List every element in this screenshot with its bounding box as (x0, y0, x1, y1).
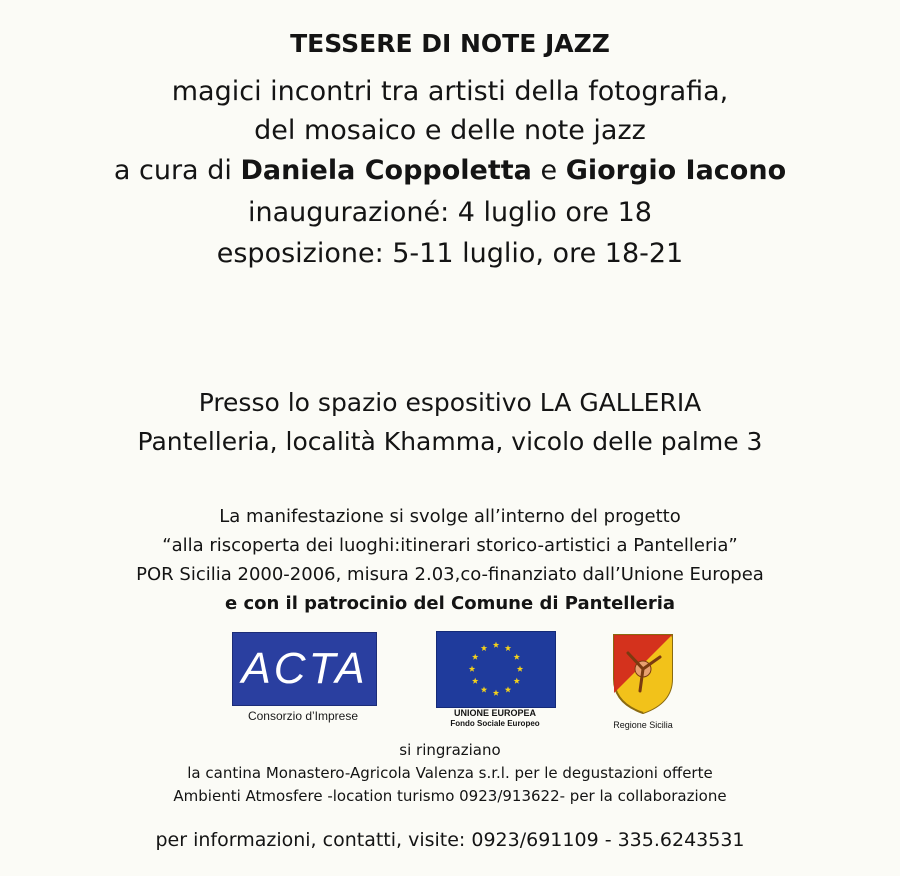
eu-star-icon (469, 666, 475, 672)
eu-stars-icon (437, 632, 555, 707)
curators-joiner: e (540, 155, 558, 186)
eu-star-icon (505, 686, 511, 692)
eu-star-icon (472, 678, 478, 684)
patronage-line: e con il patrocinio del Comune di Pantelleria (224, 593, 676, 614)
project-line-1: La manifestazione si svolge all’interno del progetto (219, 506, 681, 527)
eu-star-icon (514, 654, 520, 660)
eu-caption-1: UNIONE EUROPEA (453, 708, 536, 718)
eu-star-icon (505, 645, 511, 651)
trinacria-icon (610, 633, 676, 715)
project-line-2: “alla riscoperta dei luoghi:itinerari storico-artistici a Pantelleria” (162, 535, 738, 556)
eu-star-icon (481, 686, 487, 692)
eu-star-icon (481, 645, 487, 651)
eu-star-icon (493, 642, 499, 648)
event-subtitle-line-1: magici incontri tra artisti della fotografia, (171, 76, 729, 107)
venue-name: Presso lo spazio espositivo LA GALLERIA (198, 388, 702, 417)
eu-star-icon (493, 690, 499, 696)
sicily-crest-logo (610, 633, 676, 715)
event-title: TESSERE DI NOTE JAZZ (290, 29, 610, 58)
eu-flag-logo (436, 631, 556, 708)
curators-prefix: a cura di (113, 155, 232, 186)
acta-logo (232, 632, 377, 706)
thanks-line-1: la cantina Monastero-Agricola Valenza s.r.l. per le degustazioni offerte (187, 764, 713, 782)
thanks-line-2: Ambienti Atmosfere -location turismo 0923/913622- per la collaborazione (173, 787, 727, 805)
curators-line (0, 155, 900, 186)
acta-caption: Consorzio d’Imprese (247, 709, 359, 723)
eu-star-icon (514, 678, 520, 684)
curator-name-2: Giorgio Iacono (565, 155, 787, 186)
curator-name-1: Daniela Coppoletta (240, 155, 532, 186)
contact-info: per informazioni, contatti, visite: 0923/691109 - 335.6243531 (155, 829, 745, 851)
thanks-heading: si ringraziano (399, 741, 501, 759)
sicily-caption: Regione Sicilia (613, 720, 673, 730)
event-subtitle-line-2: del mosaico e delle note jazz (254, 115, 646, 146)
exhibition-dates: esposizione: 5-11 luglio, ore 18-21 (216, 238, 684, 269)
inauguration-date: inaugurazioné: 4 luglio ore 18 (248, 197, 652, 228)
eu-star-icon (472, 654, 478, 660)
project-line-3: POR Sicilia 2000-2006, misura 2.03,co-finanziato dall’Unione Europea (136, 564, 764, 585)
eu-star-icon (517, 666, 523, 672)
eu-caption-2: Fondo Sociale Europeo (450, 719, 540, 728)
acta-logo-text: ACTA (241, 644, 368, 693)
venue-address: Pantelleria, località Khamma, vicolo delle palme 3 (137, 427, 763, 456)
